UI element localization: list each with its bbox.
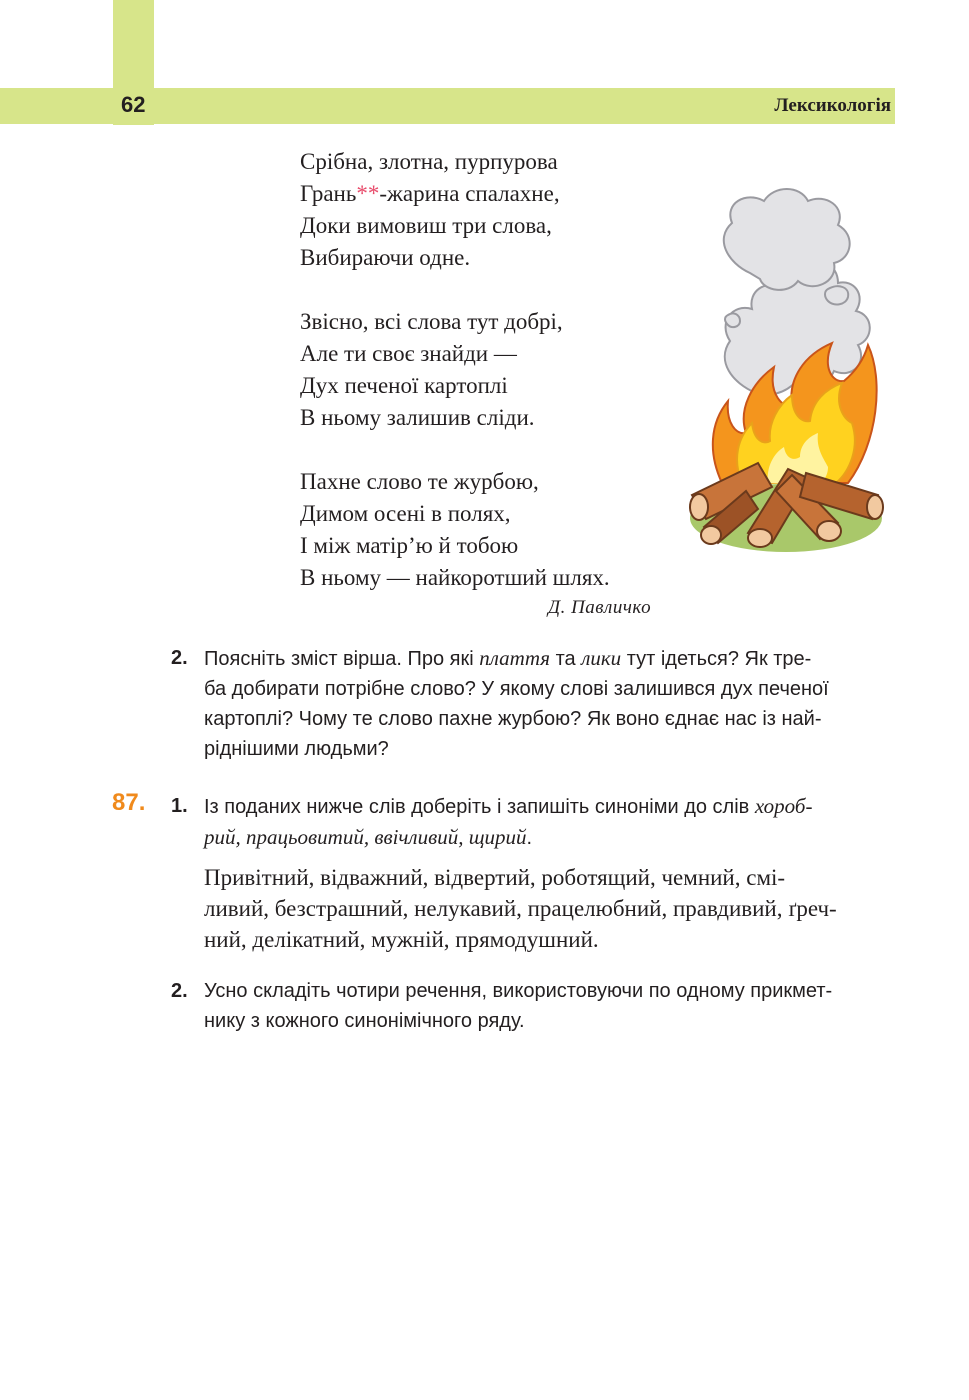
word-list-line: Привітний, відважний, відвертий, роботящий, чемний, смі- <box>204 865 786 890</box>
poem-line: В ньому залишив сліди. <box>300 405 535 430</box>
task-number: 2. <box>171 980 188 1002</box>
poem-line: Вибираючи одне. <box>300 245 471 270</box>
poem-line: Доки вимовиш три слова, <box>300 213 552 238</box>
task-line: картоплі? Чому те слово пахне журбою? Як воно єднає нас із най- <box>204 708 822 730</box>
poem-line-part: -жарина спалахне, <box>379 181 560 206</box>
footnote-mark: ** <box>356 181 380 206</box>
poem-line: І між матір’ю й тобою <box>300 533 519 558</box>
text-part: Поясніть зміст вірша. Про які <box>204 648 480 670</box>
poem-stanza-3 <box>300 466 610 594</box>
poem-line-part: Грань <box>300 181 357 206</box>
poem-line: Але ти своє знайди — <box>300 341 517 366</box>
task-line: нику з кожного синонімічного ряду. <box>204 1010 525 1032</box>
task-2-block <box>171 643 901 765</box>
task-number: 1. <box>171 795 188 817</box>
text-part: тут ідеться? Як тре- <box>621 648 812 670</box>
page-number: 62 <box>121 92 146 117</box>
task-line <box>204 643 869 674</box>
italic-word: лики <box>581 646 622 670</box>
exercise-87-task-2 <box>171 976 901 1038</box>
task-line: ріднішими людьми? <box>204 738 389 760</box>
section-title: Лексикологія <box>774 95 891 116</box>
task-line <box>204 791 869 822</box>
task-number: 2. <box>171 647 188 669</box>
task-text <box>204 976 869 1036</box>
text-part: Із поданих нижче слів доберіть і запишіть синоніми до слів <box>204 796 755 818</box>
word-list-line: ливий, безстрашний, нелукавий, працелюбний, правдивий, ґреч- <box>204 896 837 921</box>
poem-stanza-2 <box>300 306 610 434</box>
italic-word: плаття <box>479 646 551 670</box>
task-line <box>204 822 869 853</box>
campfire-icon <box>688 183 884 555</box>
synonym-word-list <box>204 862 898 955</box>
poem-line: Димом осені в полях, <box>300 501 511 526</box>
text-part: та <box>550 648 582 670</box>
task-text <box>204 643 869 764</box>
exercise-number: 87. <box>112 789 146 816</box>
text-part: . <box>526 827 533 849</box>
poem <box>300 146 610 626</box>
task-text <box>204 791 869 853</box>
poem-line: Срібна, злотна, пурпурова <box>300 149 558 174</box>
task-line: Усно складіть чотири речення, використовуючи по одному прикмет- <box>204 980 833 1002</box>
poem-line: Звісно, всі слова тут добрі, <box>300 309 563 334</box>
italic-words: рий, працьовитий, ввічливий, щирий <box>204 825 527 849</box>
poem-line: Дух печеної картоплі <box>300 373 508 398</box>
task-line: ба добирати потрібне слово? У якому слові залишився дух печеної <box>204 678 829 700</box>
italic-word: хороб- <box>754 794 813 818</box>
exercise-87-task-1 <box>171 791 901 853</box>
poem-author: Д. Павличко <box>548 597 652 618</box>
word-list-line: ний, делікатний, мужній, прямодушний. <box>204 927 599 952</box>
poem-line: В ньому — найкоротший шлях. <box>300 565 610 590</box>
poem-stanza-1 <box>300 146 610 274</box>
poem-line <box>300 178 610 210</box>
poem-line: Пахне слово те журбою, <box>300 469 539 494</box>
